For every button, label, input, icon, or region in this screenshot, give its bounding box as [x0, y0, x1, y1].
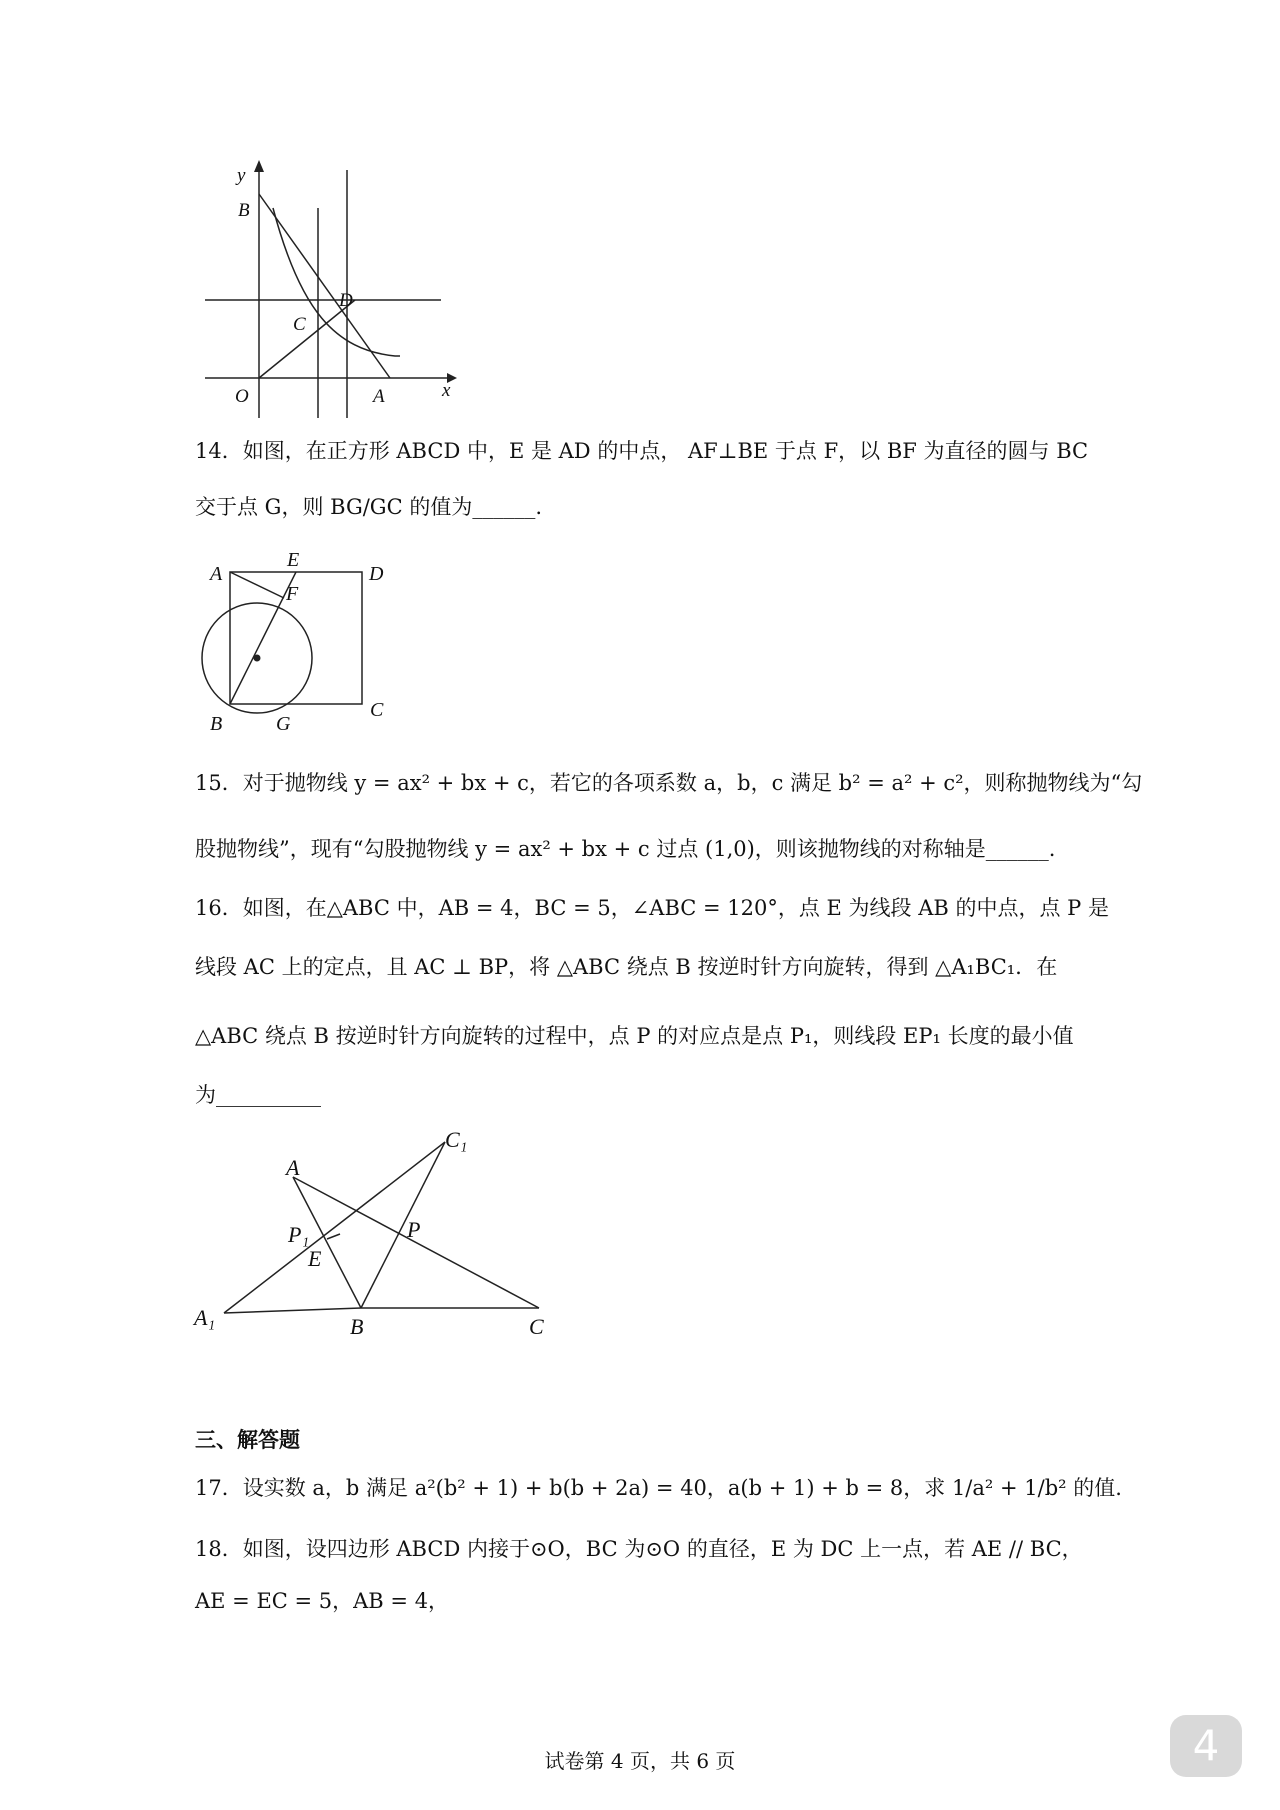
label-c: C — [529, 1314, 544, 1339]
label-b: B — [210, 713, 223, 735]
label-p1: P₁ — [288, 1222, 310, 1247]
label-c: C — [370, 699, 384, 721]
figure-14-svg — [190, 550, 410, 740]
q14-line2: 交于点 G，则 BG/GC 的值为______. — [195, 495, 542, 519]
label-e: E — [308, 1246, 322, 1271]
label-g: G — [276, 713, 291, 735]
q15-line1: 15．对于抛物线 y = ax² + bx + c，若它的各项系数 a，b，c 满足 b² = a² + c²，则称抛物线为“勾 — [195, 771, 1143, 795]
segment-a1b — [224, 1308, 361, 1313]
figure-14 — [190, 550, 410, 740]
q16-line1: 16．如图，在△ABC 中，AB = 4，BC = 5，∠ABC = 120°，点 E 为线段 AB 的中点，点 P 是 — [195, 896, 1109, 920]
label-a: A — [286, 1155, 300, 1180]
q16-line2: 线段 AC 上的定点，且 AC ⊥ BP，将 △ABC 绕点 B 按逆时针方向旋转，得到 △A₁BC₁．在 — [195, 955, 1058, 979]
label-a: A — [210, 563, 223, 585]
segment-ac — [293, 1177, 539, 1308]
label-d: D — [369, 563, 384, 585]
label-e: E — [287, 550, 300, 571]
q15-line2: 股抛物线”，现有“勾股抛物线 y = ax² + bx + c 过点 (1,0)，则该抛物线的对称轴是______. — [195, 837, 1056, 861]
label-c: C — [293, 314, 306, 335]
label-a: A — [373, 386, 385, 407]
figure-13-svg — [205, 160, 465, 425]
label-b: B — [350, 1314, 364, 1339]
figure-13 — [205, 160, 465, 425]
label-p: P — [407, 1217, 421, 1242]
label-f: F — [286, 583, 299, 605]
circle-center-dot — [254, 655, 261, 662]
segment-af — [230, 572, 284, 598]
label-x: x — [442, 380, 451, 401]
y-axis-arrow — [254, 160, 264, 172]
page-footer: 试卷第 4 页，共 6 页 — [544, 1749, 736, 1773]
label-y: y — [237, 165, 246, 186]
q18-line2: AE = EC = 5，AB = 4， — [195, 1589, 450, 1613]
label-o: O — [235, 386, 249, 407]
q18-line1: 18．如图，设四边形 ABCD 内接于⊙O，BC 为⊙O 的直径，E 为 DC 上一点，若 AE // BC， — [195, 1537, 1083, 1561]
q14-line1: 14．如图，在正方形 ABCD 中，E 是 AD 的中点， AF⊥BE 于点 F，以 BF 为直径的圆与 BC — [195, 439, 1089, 463]
label-c1: C₁ — [445, 1130, 468, 1152]
q16-line3: △ABC 绕点 B 按逆时针方向旋转的过程中，点 P 的对应点是点 P₁，则线段 EP₁ 长度的最小值 — [195, 1024, 1074, 1048]
page-number-badge: 4 — [1170, 1715, 1242, 1777]
figure-16-svg — [190, 1130, 560, 1345]
line-od — [259, 300, 355, 378]
segment-p1-marker — [327, 1234, 340, 1239]
section-3-heading: 三、解答题 — [195, 1428, 300, 1452]
label-d: D — [339, 290, 353, 311]
q17-text: 17．设实数 a，b 满足 a²(b² + 1) + b(b + 2a) = 40，a(b + 1) + b = 8，求 1/a² + 1/b² 的值. — [195, 1476, 1122, 1500]
q16-line4: 为__________ — [195, 1083, 321, 1107]
label-b: B — [238, 200, 250, 221]
label-a1: A₁ — [194, 1305, 216, 1330]
segment-bc1 — [361, 1142, 445, 1308]
figure-16 — [190, 1130, 560, 1345]
